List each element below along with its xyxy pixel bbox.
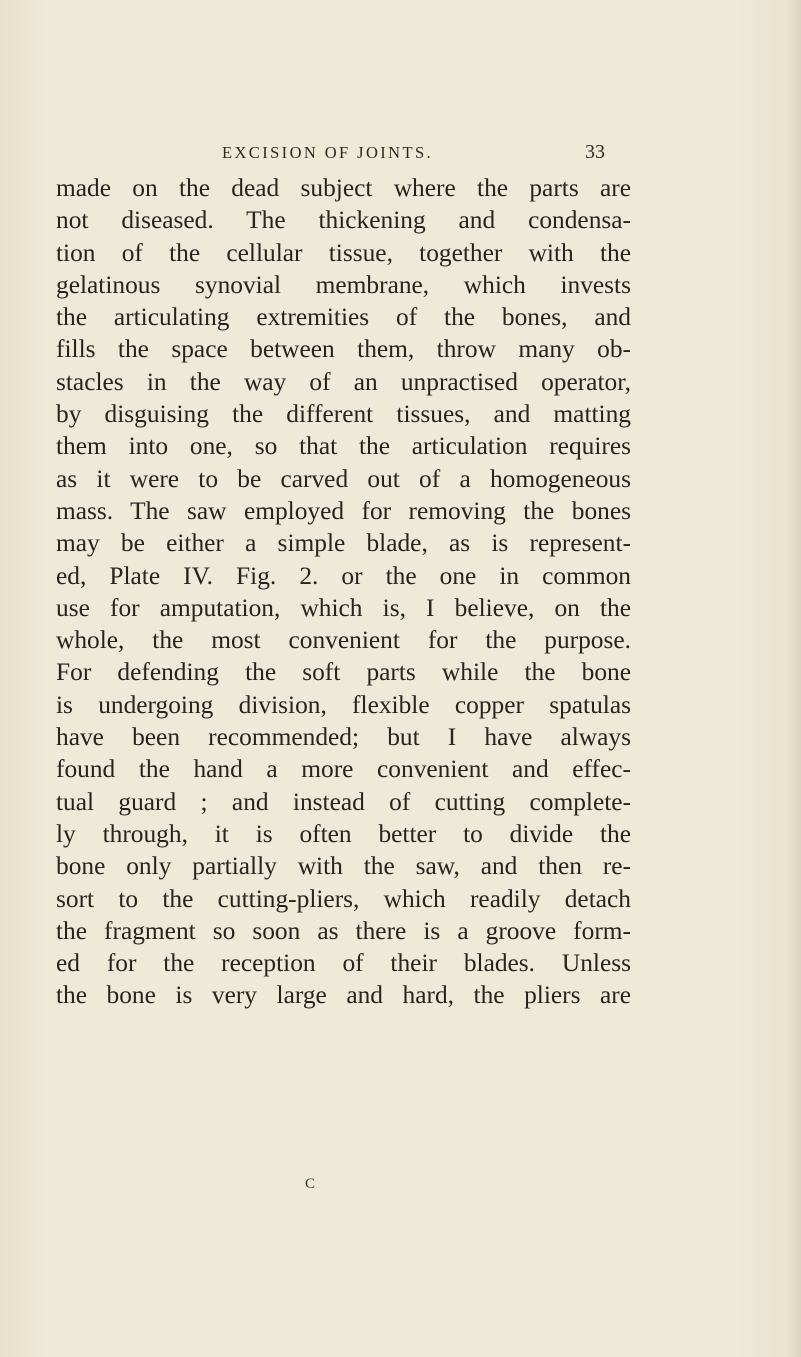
text-line: use for amputation, which is, I believe, on the: [56, 593, 631, 622]
text-line: stacles in the way of an unpractised operator,: [56, 367, 631, 396]
text-line: ed, Plate IV. Fig. 2. or the one in common: [56, 561, 631, 590]
text-line: not diseased. The thickening and condensa-: [56, 206, 631, 235]
page-edge-shadow: [787, 0, 801, 1357]
page-number: 33: [585, 141, 605, 163]
text-line: have been recommended; but I have always: [56, 723, 631, 752]
text-line: bone only partially with the saw, and then re-: [56, 852, 631, 881]
body-text: [56, 172, 631, 1012]
text-line: by disguising the different tissues, and matting: [56, 400, 631, 429]
text-line: mass. The saw employed for removing the bones: [56, 496, 631, 525]
text-line: fills the space between them, throw many ob-: [56, 335, 631, 364]
text-line: the articulating extremities of the bones, and: [56, 303, 631, 332]
running-header: [0, 143, 801, 167]
text-line: made on the dead subject where the parts are: [56, 174, 631, 202]
text-line: whole, the most convenient for the purpose.: [56, 626, 631, 655]
text-line: found the hand a more convenient and effec-: [56, 755, 631, 784]
text-line: as it were to be carved out of a homogeneous: [56, 464, 631, 493]
text-line: tion of the cellular tissue, together with the: [56, 238, 631, 267]
running-title: EXCISION OF JOINTS.: [222, 143, 434, 162]
text-line: may be either a simple blade, as is represent-: [56, 529, 631, 558]
text-line: ly through, it is often better to divide the: [56, 819, 631, 848]
text-line: the bone is very large and hard, the pliers are: [56, 981, 631, 1010]
text-line: gelatinous synovial membrane, which invests: [56, 270, 631, 299]
text-line: the fragment so soon as there is a groove form-: [56, 916, 631, 945]
text-line: them into one, so that the articulation requires: [56, 432, 631, 461]
text-line: ed for the reception of their blades. Unless: [56, 949, 631, 978]
text-line: sort to the cutting-pliers, which readily detach: [56, 884, 631, 913]
text-line: is undergoing division, flexible copper spatulas: [56, 690, 631, 719]
text-line: tual guard ; and instead of cutting complete-: [56, 787, 631, 816]
signature-mark: C: [305, 1176, 317, 1192]
text-line: For defending the soft parts while the bone: [56, 658, 631, 687]
